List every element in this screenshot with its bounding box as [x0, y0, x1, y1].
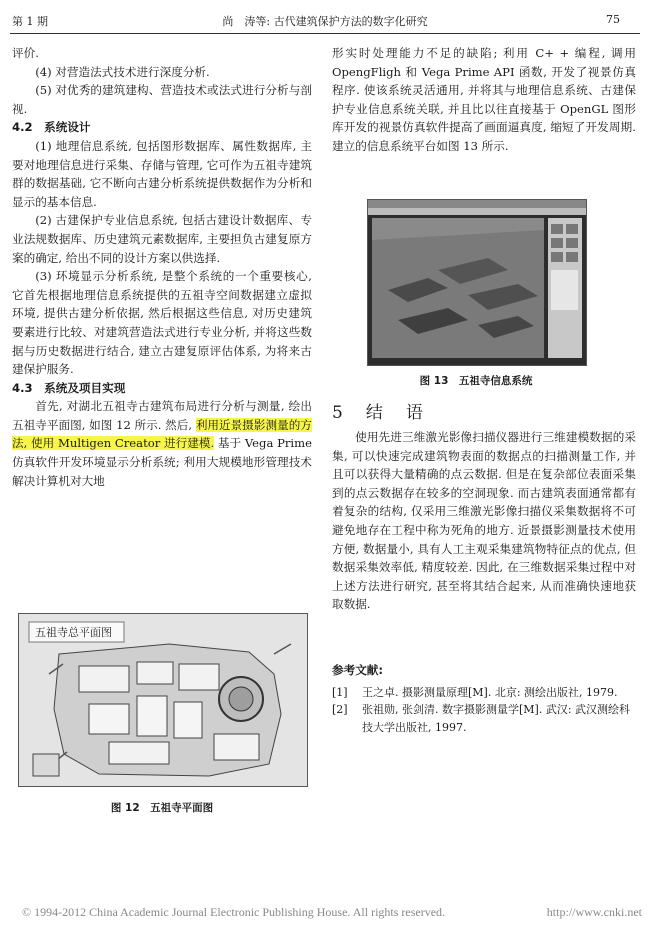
reference-text: 王之卓. 摄影测量原理[M]. 北京: 测绘出版社, 1979.	[362, 685, 618, 699]
info-system-screenshot	[368, 200, 586, 365]
tool-button	[551, 224, 563, 234]
section-heading-5: 5 结 语	[332, 403, 426, 423]
references-title: 参考文献:	[332, 663, 384, 677]
figure-13-caption: 图 13 五祖寺信息系统	[419, 375, 533, 387]
figure-12-caption: 图 12 五祖寺平面图	[110, 802, 214, 814]
page-header	[10, 10, 640, 32]
design-item-2: (2) 古建保护专业信息系统, 包括古建设计数据库、专业法规数据库、历史建筑元素数据库, 主要担负古建复原方案的确定, 给出不同的设计方案以供选择.	[12, 213, 312, 265]
building-block	[137, 696, 167, 736]
copyright-text: © 1994-2012 China Academic Journal Electronic Publishing House. All rights reserved.	[22, 905, 446, 919]
left-column	[12, 44, 312, 490]
inner-circle	[229, 687, 253, 711]
right-column	[332, 44, 636, 156]
conclusion-block	[332, 428, 636, 614]
site-plan-drawing	[19, 614, 307, 786]
plan-title: 五祖寺总平面图	[35, 626, 112, 639]
copyright-footer	[22, 905, 642, 920]
design-item-3: (3) 环境显示分析系统, 是整个系统的一个重要核心, 它首先根据地理信息系统提供的五祖寺空间数据建立虚拟环境, 提供古建分析依据, 然后根据这些信息, 对历史建筑要素进行比较、对建筑营造法式进行专业分析, 并将这些数据与历史数据进行结合, 建立古建复原评估体系, 为将来古建保护服务.	[12, 269, 312, 377]
tool-button	[551, 252, 563, 262]
references	[332, 662, 636, 736]
reference-item	[332, 684, 636, 702]
header-rule	[10, 33, 640, 34]
continued-paragraph: 形实时处理能力不足的缺陷; 利用 C+ + 编程, 调用 OpengFligh 和 Vega Prime API 函数, 开发了视景仿真程序. 使该系统灵活通用, 并将其与地理信息系统、古建保护专业信息系统关联, 并且比以往直接基于 OpenGL 图形库开发的视景仿真软件提高了画面逼真度, 缩短了开发周期. 建立的信息系统平台如图 13 所示.	[332, 46, 636, 153]
reference-text: 张祖勋, 张剑清. 数字摄影测量学[M]. 武汉: 武汉测绘科技大学出版社, 1997.	[362, 703, 631, 734]
figure-12-site-plan	[18, 613, 308, 787]
section-heading-4-3: 4.3 系统及项目实现	[12, 380, 126, 395]
building-block	[179, 664, 219, 690]
reference-item	[332, 701, 636, 736]
tool-button	[551, 238, 563, 248]
reference-number: [2]	[332, 703, 348, 716]
site-url[interactable]: http://www.cnki.net	[546, 905, 642, 919]
property-list	[551, 270, 578, 310]
building-block	[174, 702, 202, 738]
building-block	[137, 662, 173, 684]
tool-button	[566, 224, 578, 234]
building-block	[214, 734, 259, 760]
menu-bar	[368, 208, 586, 215]
running-title: 尚 涛等: 古代建筑保护方法的数字化研究	[222, 15, 428, 28]
tool-button	[566, 252, 578, 262]
implementation-paragraph	[12, 397, 312, 490]
section-heading-4-2: 4.2 系统设计	[12, 120, 91, 135]
issue-number: 第 1 期	[12, 15, 48, 28]
list-item-4: (4) 对营造法式技术进行深度分析.	[35, 64, 210, 79]
figure-13-info-system	[367, 199, 587, 366]
building-block	[89, 704, 129, 734]
paragraph-eval: 评价.	[12, 46, 39, 60]
design-item-1: (1) 地理信息系统, 包括图形数据库、属性数据库, 主要对地理信息进行采集、存储与管理, 它可作为五祖寺建筑群的数据基础, 它不断向古建分析系统提供数据作为分析和显示的基本信息.	[12, 138, 312, 209]
reference-number: [1]	[332, 685, 348, 699]
building-block	[109, 742, 169, 764]
title-bar	[368, 200, 586, 208]
conclusion-paragraph: 使用先进三维激光影像扫描仪器进行三维建模数据的采集, 可以快速完成建筑物表面的数据点的扫描测量工作, 并且可以获得大量精确的点云数据. 但是在复杂部位表面采集到的点云数据存在较多的空洞现象. 而古建筑表面通常都有着复杂的结构, 仅采用三维激光影像扫描仪采集数据将不可避免地存在工程中称为死角的地方. 近景摄影测量技术使用方便, 数据量小, 具有人工主观采集建筑物特征点的优点, 但数据采集效率低, 精度较差. 因此, 在三维数据采集过程中对上述方法进行研究, 甚至将其结合起来, 从而准确快速地获取数据.	[332, 430, 636, 612]
tool-button	[566, 238, 578, 248]
highlighted-text[interactable]: 利用近景摄影测量的方法, 使用 Multigen Creator 进行建模.	[12, 417, 312, 451]
list-item-5: (5) 对优秀的建筑建构、营造技术或法式进行分析与剖视.	[12, 83, 312, 116]
impl-text-a: 首先, 对湖北五祖寺古建筑布局进行分析与测量, 绘出五祖寺平面图, 如图 12 所示. 然后,	[12, 399, 312, 432]
legend-box	[33, 754, 59, 776]
building-block	[79, 666, 129, 692]
impl-text-b: 基于 Vega Prime 仿真软件开发环境显示分析系统; 利用大规模地形管理技术解决计算机对大地	[12, 436, 312, 488]
page-number: 75	[606, 13, 620, 26]
